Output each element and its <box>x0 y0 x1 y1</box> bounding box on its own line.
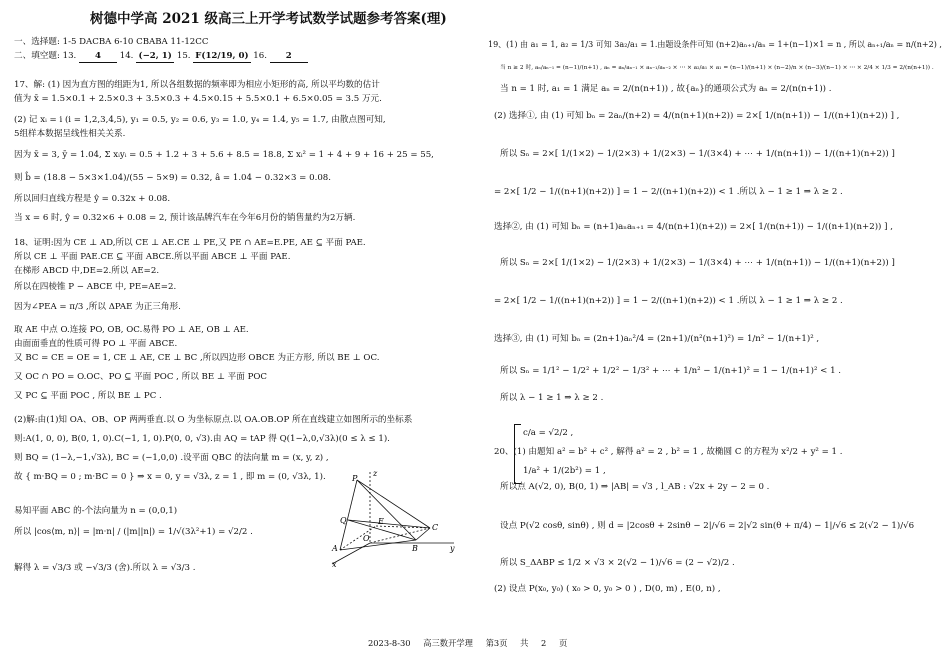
page-title: 树德中学高 2021 级高三上开学考试数学试题参考答案(理) <box>90 11 447 27</box>
solution-line-left: 则 BQ = (1−λ,−1,√3λ), BC = (−1,0,0) .设平面 QBC 的法向量 m = (x, y, z) , <box>14 453 329 463</box>
fill-13-answer: 4 <box>79 51 117 63</box>
figure-point-label: A <box>332 544 338 553</box>
fill-label: 二、填空题: 13. <box>14 51 77 61</box>
solution-line-right: 所以 λ − 1 ≥ 1 ⇒ λ ≥ 2 . <box>500 393 604 403</box>
solution-line-left: 由面面垂直的性质可得 PO ⊥ 平面 ABCE. <box>14 339 178 349</box>
figure-point-label: C <box>432 523 439 532</box>
figure-point-label: x <box>332 560 337 568</box>
solution-line-left: 则:A(1, 0, 0), B(0, 1, 0).C(−1, 1, 0).P(0, 0, √3).由 AQ = tAP 得 Q(1−λ,0,√3λ)(0 ≤ λ ≤ 1). <box>14 434 390 444</box>
solution-line-right: 当 n = 1 时, a₁ = 1 满足 aₙ = 2/(n(n+1)) , 故{aₙ}的通项公式为 aₙ = 2/(n(n+1)) . <box>500 84 832 94</box>
solution-line-left: 故 { m·BQ = 0 ; m·BC = 0 } ⇒ x = 0, y = √3λ, z = 1 , 即 m = (0, √3λ, 1). <box>14 472 326 482</box>
solution-line-left: 易知平面 ABC 的-个法向量为 n = (0,0,1) <box>14 506 178 516</box>
figure-point-label: z <box>373 469 378 478</box>
solution-line-left: 因为∠PEA = π/3 ,所以 ΔPAE 为正三角形. <box>14 302 181 312</box>
solution-line-left: 当 x = 6 时, ŷ = 0.32×6 + 0.08 = 2, 预计该品牌汽车在今年6月份的销售量约为2万辆. <box>14 213 356 223</box>
solution-line-right: 当 n ≥ 2 时, aₙ/aₙ₋₁ = (n−1)/(n+1) , aₙ = aₙ/aₙ₋₁ × aₙ₋₁/aₙ₋₂ × ⋯ × a₂/a₁ × a₁ = (n−1)/(n+1) × (n−2)/n × (n−3)/(n−1) × ⋯ × 2/4 × 1/3 = 2/(n(n+1)) . <box>500 65 934 71</box>
solution-line-right: 选择②, 由 (1) 可知 bₙ = (n+1)aₙaₙ₊₁ = 4/(n(n+1)(n+2)) = 2×[ 1/(n(n+1)) − 1/((n+1)(n+2)) ] , <box>494 222 893 232</box>
page-footer: 2023-8-30 高三数开学理 第3页 共 2 页 <box>368 638 568 648</box>
solution-line-right: 设点 P(√2 cosθ, sinθ) , 则 d = |2cosθ + 2sinθ − 2|/√6 = 2|√2 sin(θ + π/4) − 1|/√6 ≤ 2(√2 − 1)/√6 <box>500 521 915 531</box>
solution-line-left: 值为 x̄ = 1.5×0.1 + 2.5×0.3 + 3.5×0.3 + 4.5×0.15 + 5.5×0.1 + 6.5×0.05 = 3.5 万元. <box>14 94 382 104</box>
solution-line-left: 所以在四棱锥 P − ABCE 中, PE=AE=2. <box>14 282 177 292</box>
solution-line-left: 所以回归直线方程是 ŷ = 0.32x + 0.08. <box>14 194 171 204</box>
solution-line-right: 所以 S_ΔABP ≤ 1/2 × √3 × 2(√2 − 1)/√6 = (2 − √2)/2 . <box>500 558 735 568</box>
solution-line-left: 解得 λ = √3/3 或 −√3/3 (舍).所以 λ = √3/3 . <box>14 563 196 573</box>
solution-line-left: 则 b̂ = (18.8 − 5×3×1.04)/(55 − 5×9) = 0.32, â = 1.04 − 0.32×3 = 0.08. <box>14 173 331 183</box>
fill-answers <box>14 51 308 63</box>
solution-line-left: 又 OC ∩ PO = O.OC、PO ⊆ 平面 POC , 所以 BE ⊥ 平面 POC <box>14 372 267 382</box>
solution-line-left: 18、证明:因为 CE ⊥ AD,所以 CE ⊥ AE.CE ⊥ PE,又 PE ∩ AE=E.PE, AE ⊆ 平面 PAE. <box>14 238 366 248</box>
solution-line-right: 选择③, 由 (1) 可知 bₙ = (2n+1)aₙ²/4 = (2n+1)/(n²(n+1)²) = 1/n² − 1/(n+1)² , <box>494 334 820 344</box>
fill-14-label: 14. <box>119 51 134 61</box>
solution-line-right: 所以 Sₙ = 2×[ 1/(1×2) − 1/(2×3) + 1/(2×3) − 1/(3×4) + ⋯ + 1/(n(n+1)) − 1/((n+1)(n+2)) ] <box>500 258 895 268</box>
solution-line-left: 所以 |cos⟨m, n⟩| = |m·n| / (|m||n|) = 1/√(3λ²+1) = √2/2 . <box>14 527 253 537</box>
solution-line-right: (2) 设点 P(x₀, y₀) ( x₀ > 0, y₀ > 0 ) , D(0, m) , E(0, n) , <box>494 584 721 594</box>
solution-line-right: c/a = √2/2 , <box>523 428 574 438</box>
pyramid-figure <box>330 468 462 568</box>
fill-16-answer: 2 <box>270 51 308 63</box>
solution-line-left: 取 AE 中点 O.连接 PO, OB, OC.易得 PO ⊥ AE, OB ⊥ AE. <box>14 325 249 335</box>
solution-line-right: 所以点 A(√2, 0), B(0, 1) ⇒ |AB| = √3 , l_AB : √2x + 2y − 2 = 0 . <box>500 482 770 492</box>
solution-line-left: 又 PC ⊆ 平面 POC , 所以 BE ⊥ PC . <box>14 391 162 401</box>
fill-15-answer: F(12/19, 0) <box>195 51 249 61</box>
solution-line-right: 20、(1) 由题知 a² = b² + c² , 解得 a² = 2 , b² = 1 , 故椭圆 C 的方程为 x²/2 + y² = 1 . <box>494 447 843 457</box>
figure-point-label: Q <box>340 516 347 525</box>
solution-line-left: 又 BC = CE = OE = 1, CE ⊥ AE, CE ⊥ BC ,所以四边形 OBCE 为正方形, 所以 BE ⊥ OC. <box>14 353 380 363</box>
figure-point-label: O <box>363 534 370 543</box>
solution-line-right: 所以 Sₙ = 2×[ 1/(1×2) − 1/(2×3) + 1/(2×3) − 1/(3×4) + ⋯ + 1/(n(n+1)) − 1/((n+1)(n+2)) ] <box>500 149 895 159</box>
fill-14-answer: (−2, 1) <box>136 51 174 63</box>
equation-system-brace <box>514 424 521 484</box>
solution-line-left: (2)解:由(1)知 OA、OB、OP 两两垂直.以 O 为坐标原点.以 OA.OB.OP 所在直线建立如图所示的坐标系 <box>14 415 413 425</box>
solution-line-left: (2) 记 xᵢ = i (i = 1,2,3,4,5), y₁ = 0.5, y₂ = 0.6, y₃ = 1.0, y₄ = 1.4, y₅ = 1.7, 由散点图可知, <box>14 115 386 125</box>
solution-line-left: 5组样本数据呈线性相关关系. <box>14 129 126 139</box>
solution-line-left: 在梯形 ABCD 中,DE=2.所以 AE=2. <box>14 266 160 276</box>
solution-line-right: (2) 选择①, 由 (1) 可知 bₙ = 2aₙ/(n+2) = 4/(n(n+1)(n+2)) = 2×[ 1/(n(n+1)) − 1/((n+1)(n+2)) ] , <box>494 111 900 121</box>
fill-15-label: 15. <box>176 51 191 61</box>
figure-point-label: y <box>450 544 455 553</box>
choice-answers: 一、选择题: 1-5 DACBA 6-10 CBABA 11-12CC <box>14 37 209 47</box>
figure-point-label: P <box>352 474 358 483</box>
solution-line-right: = 2×[ 1/2 − 1/((n+1)(n+2)) ] = 1 − 2/((n+1)(n+2)) < 1 .所以 λ − 1 ≥ 1 ⇒ λ ≥ 2 . <box>494 187 843 197</box>
solution-line-right: 1/a² + 1/(2b²) = 1 , <box>523 466 606 476</box>
solution-line-left: 所以 CE ⊥ 平面 PAE.CE ⊆ 平面 ABCE.所以平面 ABCE ⊥ 平面 PAE. <box>14 252 291 262</box>
solution-line-left: 因为 x̄ = 3, ȳ = 1.04, Σ xᵢyᵢ = 0.5 + 1.2 + 3 + 5.6 + 8.5 = 18.8, Σ xᵢ² = 1 + 4 + 9 + 16 + 25 = 55, <box>14 150 434 160</box>
solution-line-left: 17、解: (1) 因为直方图的组距为1, 所以各组数据的频率即为相应小矩形的高, 所以平均数的估计 <box>14 80 380 90</box>
figure-point-label: E <box>378 517 384 526</box>
fill-16-label: 16. <box>253 51 267 61</box>
solution-line-right: = 2×[ 1/2 − 1/((n+1)(n+2)) ] = 1 − 2/((n+1)(n+2)) < 1 .所以 λ − 1 ≥ 1 ⇒ λ ≥ 2 . <box>494 296 843 306</box>
solution-line-right: 19、(1) 由 a₁ = 1, a₂ = 1/3 可知 3a₂/a₁ = 1.由题设条件可知 (n+2)aₙ₊₁/aₙ = 1+(n−1)×1 = n , 所以 aₙ₊₁/aₙ = n/(n+2) , <box>488 40 942 49</box>
solution-line-right: 所以 Sₙ = 1/1² − 1/2² + 1/2² − 1/3² + ⋯ + 1/n² − 1/(n+1)² = 1 − 1/(n+1)² < 1 . <box>500 366 842 376</box>
figure-point-label: B <box>412 544 418 553</box>
